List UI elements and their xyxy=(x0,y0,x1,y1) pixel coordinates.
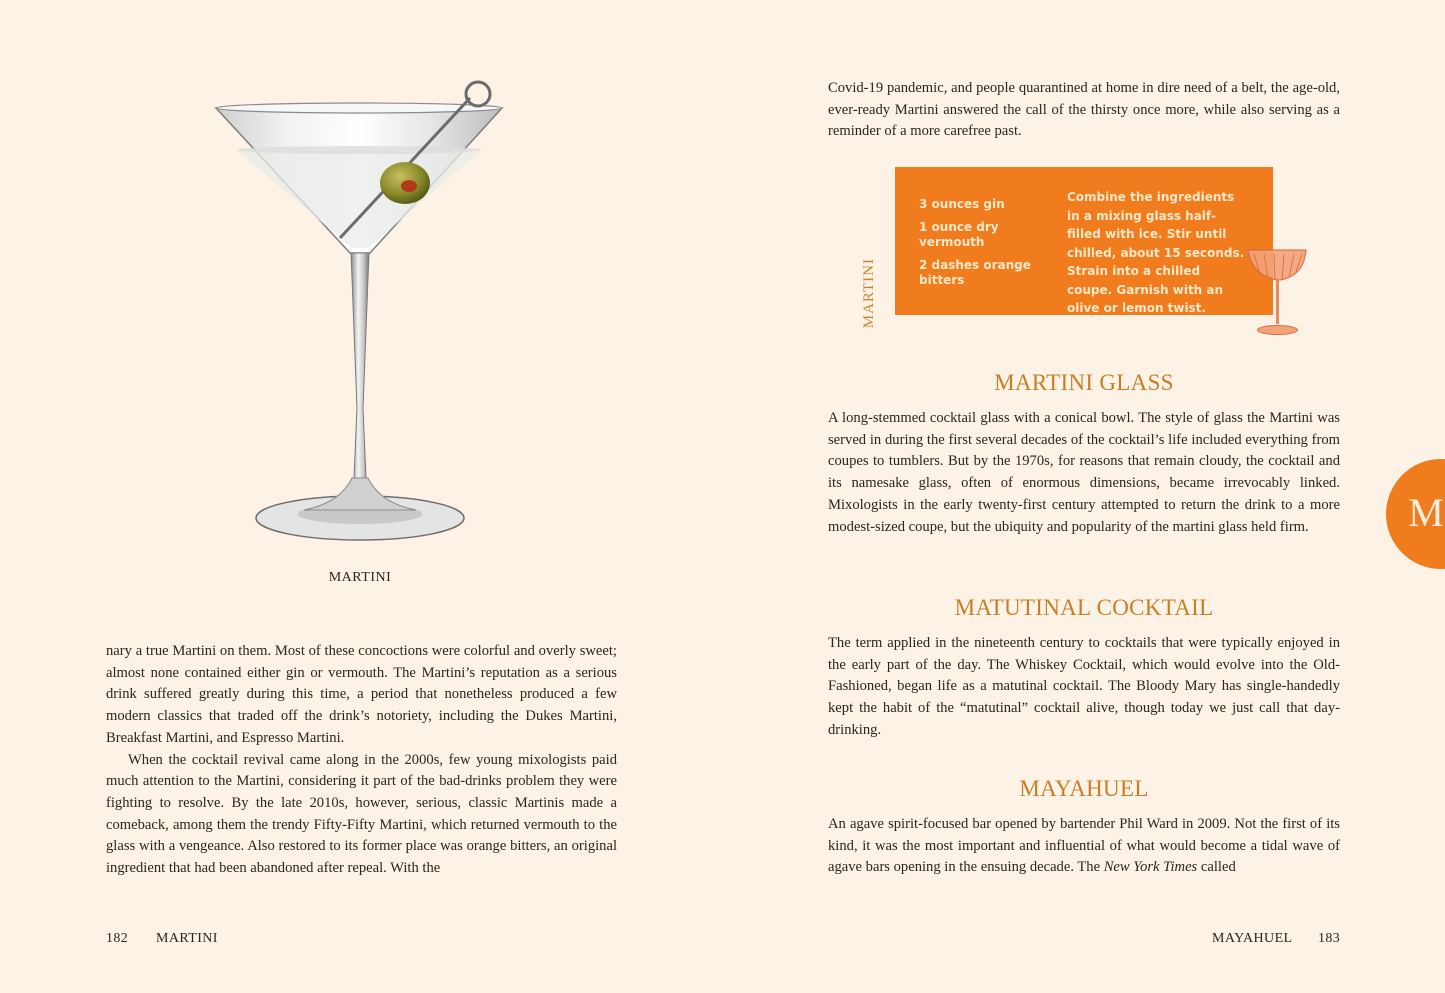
paragraph: Covid-19 pandemic, and people quarantined at home in dire need of a belt, the age-old, ever-ready Martini answered the call of the thirsty once more, while also serving as a reminder of a more carefree past. xyxy=(828,80,1340,140)
entry-body xyxy=(828,814,1340,879)
page-number-left: 182 xyxy=(106,931,129,946)
entry-body xyxy=(828,633,1340,742)
running-head-right: MAYAHUEL xyxy=(1212,931,1293,946)
running-head-left: MARTINI xyxy=(156,931,218,946)
paragraph: nary a true Martini on them. Most of these concoctions were colorful and overly sweet; almost none contained either gin or vermouth. The Martini’s reputation as a serious drink suffered greatly during this time, a period that nonetheless produced a few modern classics that traded off the drink’s notoriety, including the Dukes Martini, Breakfast Martini, and Espresso Martini. xyxy=(106,643,617,746)
left-page xyxy=(0,0,722,993)
entry-text: called xyxy=(1197,859,1236,876)
ingredient-item: 3 ounces gin xyxy=(919,197,1005,211)
paragraph xyxy=(828,814,1340,879)
recipe-ingredients xyxy=(919,197,1059,296)
intro-paragraph xyxy=(828,78,1340,143)
illustration-caption: MARTINI xyxy=(328,570,392,585)
entry-heading: MARTINI GLASS xyxy=(994,370,1174,395)
recipe-card xyxy=(895,167,1273,315)
martini-glass-illustration xyxy=(200,78,520,556)
left-body-text xyxy=(106,641,617,880)
thumb-index-tab xyxy=(1386,459,1445,569)
recipe-method: Combine the ingredients in a mixing glass half-filled with ice. Stir until chilled, about 15 seconds. Strain into a chilled coupe. Garnish with an olive or lemon twist. xyxy=(1067,190,1245,315)
paragraph: A long-stemmed cocktail glass with a conical bowl. The style of glass the Martini was served in during the first several decades of the cocktail’s life included everything from coupes to tumblers. But by the 1970s, for reasons that remain cloudy, the cocktail and its namesake glass, often of enormous dimensions, became irrevocably linked. Mixologists in the early twenty-first century attempted to return the drink to a more modest-sized coupe, but the ubiquity and popularity of the martini glass held firm. xyxy=(828,410,1340,535)
right-page xyxy=(722,0,1445,993)
ingredient-item: 2 dashes orange bitters xyxy=(919,258,1031,287)
coupe-glass-icon xyxy=(1242,246,1312,338)
entry-heading: MAYAHUEL xyxy=(1019,776,1149,801)
paragraph: The term applied in the nineteenth century to cocktails that were typically enjoyed in the early part of the day. The Whiskey Cocktail, which would evolve into the Old-Fashioned, began life as a matutinal cocktail. The Bloody Mary has single-handedly kept the habit of the “matutinal” cocktail alive, though today we just call that day-drinking. xyxy=(828,635,1340,738)
recipe-side-label: MARTINI xyxy=(861,258,877,329)
page-number-right: 183 xyxy=(1318,931,1341,946)
entry-text: An agave spirit-focused bar opened by bartender Phil Ward in 2009. Not the first of its kind, it was the most important and influential of what would become a tidal wave of agave bars opening in the ensuing decade. The xyxy=(828,816,1340,876)
entry-heading: MATUTINAL COCKTAIL xyxy=(954,595,1214,620)
ingredient-item: 1 ounce dry vermouth xyxy=(919,220,999,249)
entry-body xyxy=(828,408,1340,538)
thumb-index-letter: M xyxy=(1408,490,1444,535)
publication-title: New York Times xyxy=(1103,859,1198,876)
paragraph: When the cocktail revival came along in the 2000s, few young mixologists paid much attention to the Martini, considering it part of the bad-drinks problem they were fighting to resolve. By the late 2010s, however, serious, classic Martinis made a comeback, among them the trendy Fifty-Fifty Martini, which returned vermouth to the glass with a vengeance. Also restored to its former place was orange bitters, an original ingredient that had been abandoned after repeal. With the xyxy=(106,751,617,877)
